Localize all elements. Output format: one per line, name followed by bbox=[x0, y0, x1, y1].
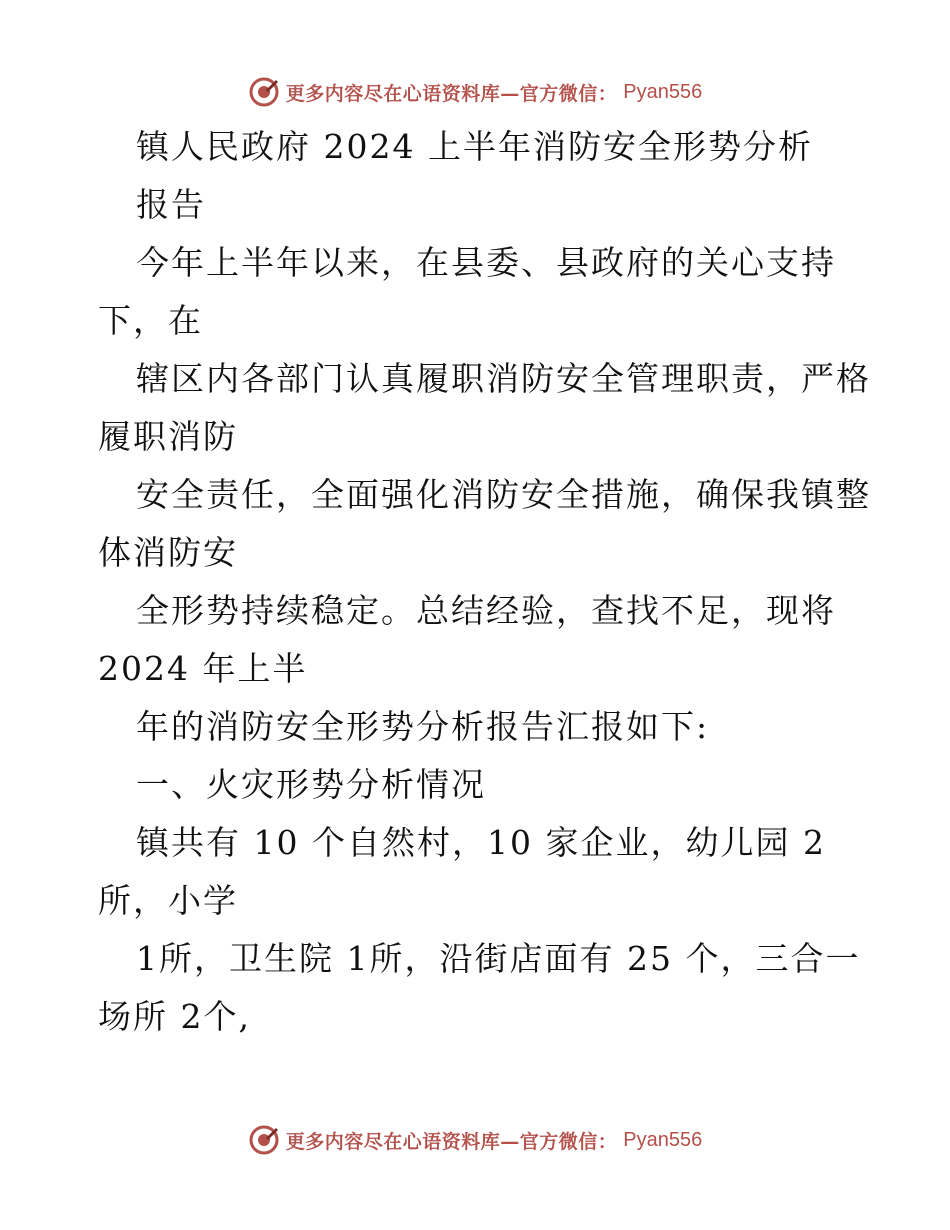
paragraph-line: 1所，卫生院 1所，沿街店面有 25 个，三合一 bbox=[136, 939, 861, 978]
section-heading: 一、火灾形势分析情况 bbox=[136, 765, 486, 804]
pen-circle-logo-icon bbox=[248, 76, 280, 108]
paragraph-line: 今年上半年以来，在县委、县政府的关心支持 bbox=[136, 243, 836, 282]
paragraph-line: 场所 2个, bbox=[98, 997, 251, 1036]
paragraph-line: 辖区内各部门认真履职消防安全管理职责，严格 bbox=[136, 359, 871, 398]
watermark-wechat-id: Pyan556 bbox=[623, 1128, 703, 1151]
pen-circle-logo-icon bbox=[248, 1124, 280, 1156]
title-line-2: 报告 bbox=[136, 185, 206, 224]
paragraph-line: 2024 年上半 bbox=[98, 649, 308, 688]
title-line-1: 镇人民政府 2024 上半年消防安全形势分析 bbox=[136, 127, 813, 166]
header-watermark bbox=[0, 72, 950, 112]
paragraph-line: 履职消防 bbox=[98, 417, 238, 456]
paragraph-line: 所，小学 bbox=[98, 881, 238, 920]
watermark-wechat-id: Pyan556 bbox=[623, 80, 703, 103]
paragraph-line: 全形势持续稳定。总结经验，查找不足，现将 bbox=[136, 591, 836, 630]
paragraph-line: 体消防安 bbox=[98, 533, 238, 572]
paragraph-line: 安全责任，全面强化消防安全措施，确保我镇整 bbox=[136, 475, 871, 514]
watermark-text: 更多内容尽在心语资料库—官方微信： bbox=[285, 1130, 618, 1153]
paragraph-line: 镇共有 10 个自然村，10 家企业，幼儿园 2 bbox=[136, 823, 826, 862]
paragraph-line: 下，在 bbox=[98, 301, 203, 340]
footer-watermark bbox=[0, 1120, 950, 1160]
watermark-text: 更多内容尽在心语资料库—官方微信： bbox=[285, 82, 618, 105]
paragraph-line: 年的消防安全形势分析报告汇报如下: bbox=[136, 707, 710, 746]
